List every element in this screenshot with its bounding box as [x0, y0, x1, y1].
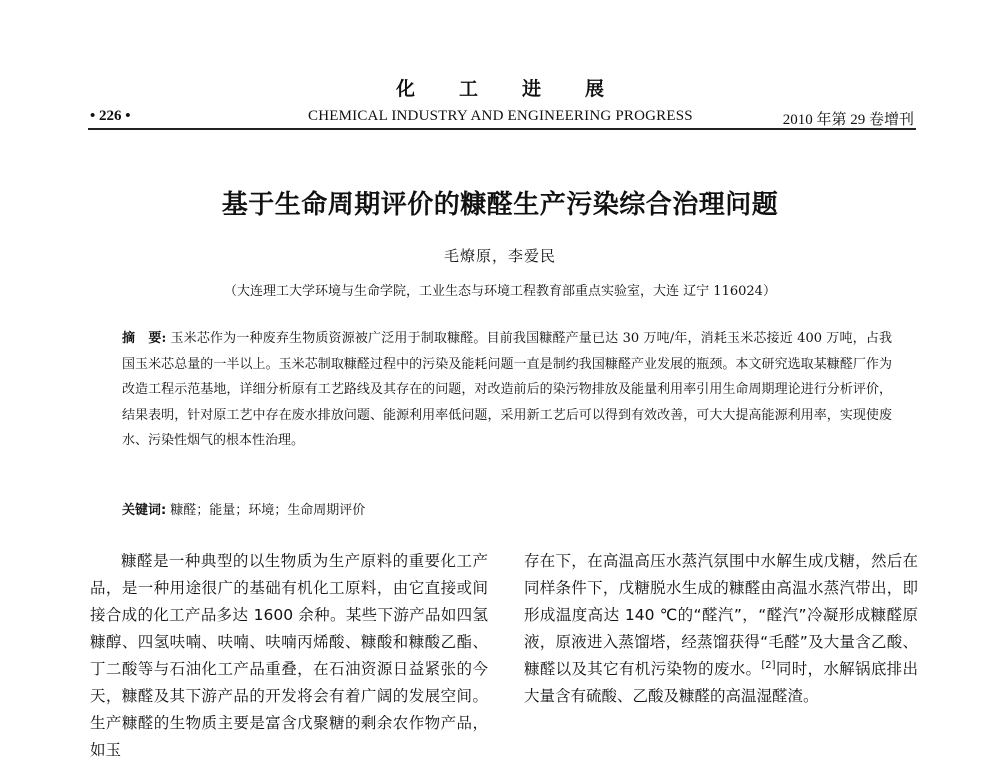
- abstract-label: 摘 要:: [122, 331, 167, 346]
- body-right-text-1: 存在下，在高温高压水蒸汽氛围中水解生成戊糖，然后在同样条件下，戊糖脱水生成的糠醛由高温水蒸汽带出，即形成温度高达 140 ℃的“醛汽”，“醛汽”冷凝形成糠醛原液，原液进入蒸馏塔，经蒸馏获得“毛醛”及大量含乙酸、糠醛以及其它有机污染物的废水。: [524, 552, 918, 678]
- page-number: • 226 •: [90, 108, 131, 124]
- journal-name: 化工进展: [395, 78, 648, 100]
- keywords-label: 关键词:: [122, 503, 167, 518]
- body-right-text-2: 同时，水解锅底排出大量含有硫酸、乙酸及糠醛的高温湿醛渣。: [524, 660, 918, 705]
- body-column-right: [524, 548, 918, 760]
- issue-info: 2010 年第 29 卷增刊: [782, 112, 914, 128]
- keywords-text: 糠醛；能量；环境；生命周期评价: [170, 503, 366, 518]
- running-header: [78, 106, 918, 130]
- journal-english-name: CHEMICAL INDUSTRY AND ENGINEERING PROGRESS: [308, 108, 693, 124]
- affiliation: （大连理工大学环境与生命学院，工业生态与环境工程教育部重点实验室，大连 辽宁 116024）: [224, 284, 776, 299]
- abstract: [122, 326, 892, 454]
- abstract-text: 玉米芯作为一种废弃生物质资源被广泛用于制取糠醛。目前我国糠醛产量已达 30 万吨/年，消耗玉米芯接近 400 万吨，占我国玉米芯总量的一半以上。玉米芯制取糠醛过程中的污染及能耗问题一直是制约我国糠醛产业发展的瓶颈。本文研究选取某糠醛厂作为改造工程示范基地，详细分析原有工艺路线及其存在的问题，对改造前后的染污物排放及能量利用率引用生命周期理论进行分析评价，结果表明，针对原工艺中存在废水排放问题、能源利用率低问题，采用新工艺后可以得到有效改善，可大大提高能源利用率，实现使废水、污染性烟气的根本性治理。: [122, 331, 892, 448]
- article-title: 基于生命周期评价的糠醛生产污染综合治理问题: [221, 190, 779, 220]
- header-divider: [88, 128, 916, 130]
- body-column-left: 糠醛是一种典型的以生物质为生产原料的重要化工产品，是一种用途很广的基础有机化工原料，由它直接或间接合成的化工产品多达 1600 余种。某些下游产品如四氢糠醇、四氢呋喃、呋喃、呋喃丙烯酸、糠酸和糠酸乙酯、丁二酸等与石油化工产品重叠，在石油资源日益紧张的今天，糠醛及其下游产品的开发将会有着广阔的发展空间。生产糠醛的生物质主要是富含戊聚糖的剩余农作物产品，如玉: [90, 552, 488, 759]
- authors: 毛燎原，李爱民: [443, 247, 556, 265]
- keywords: [122, 499, 892, 518]
- citation-ref: [2]: [761, 659, 776, 671]
